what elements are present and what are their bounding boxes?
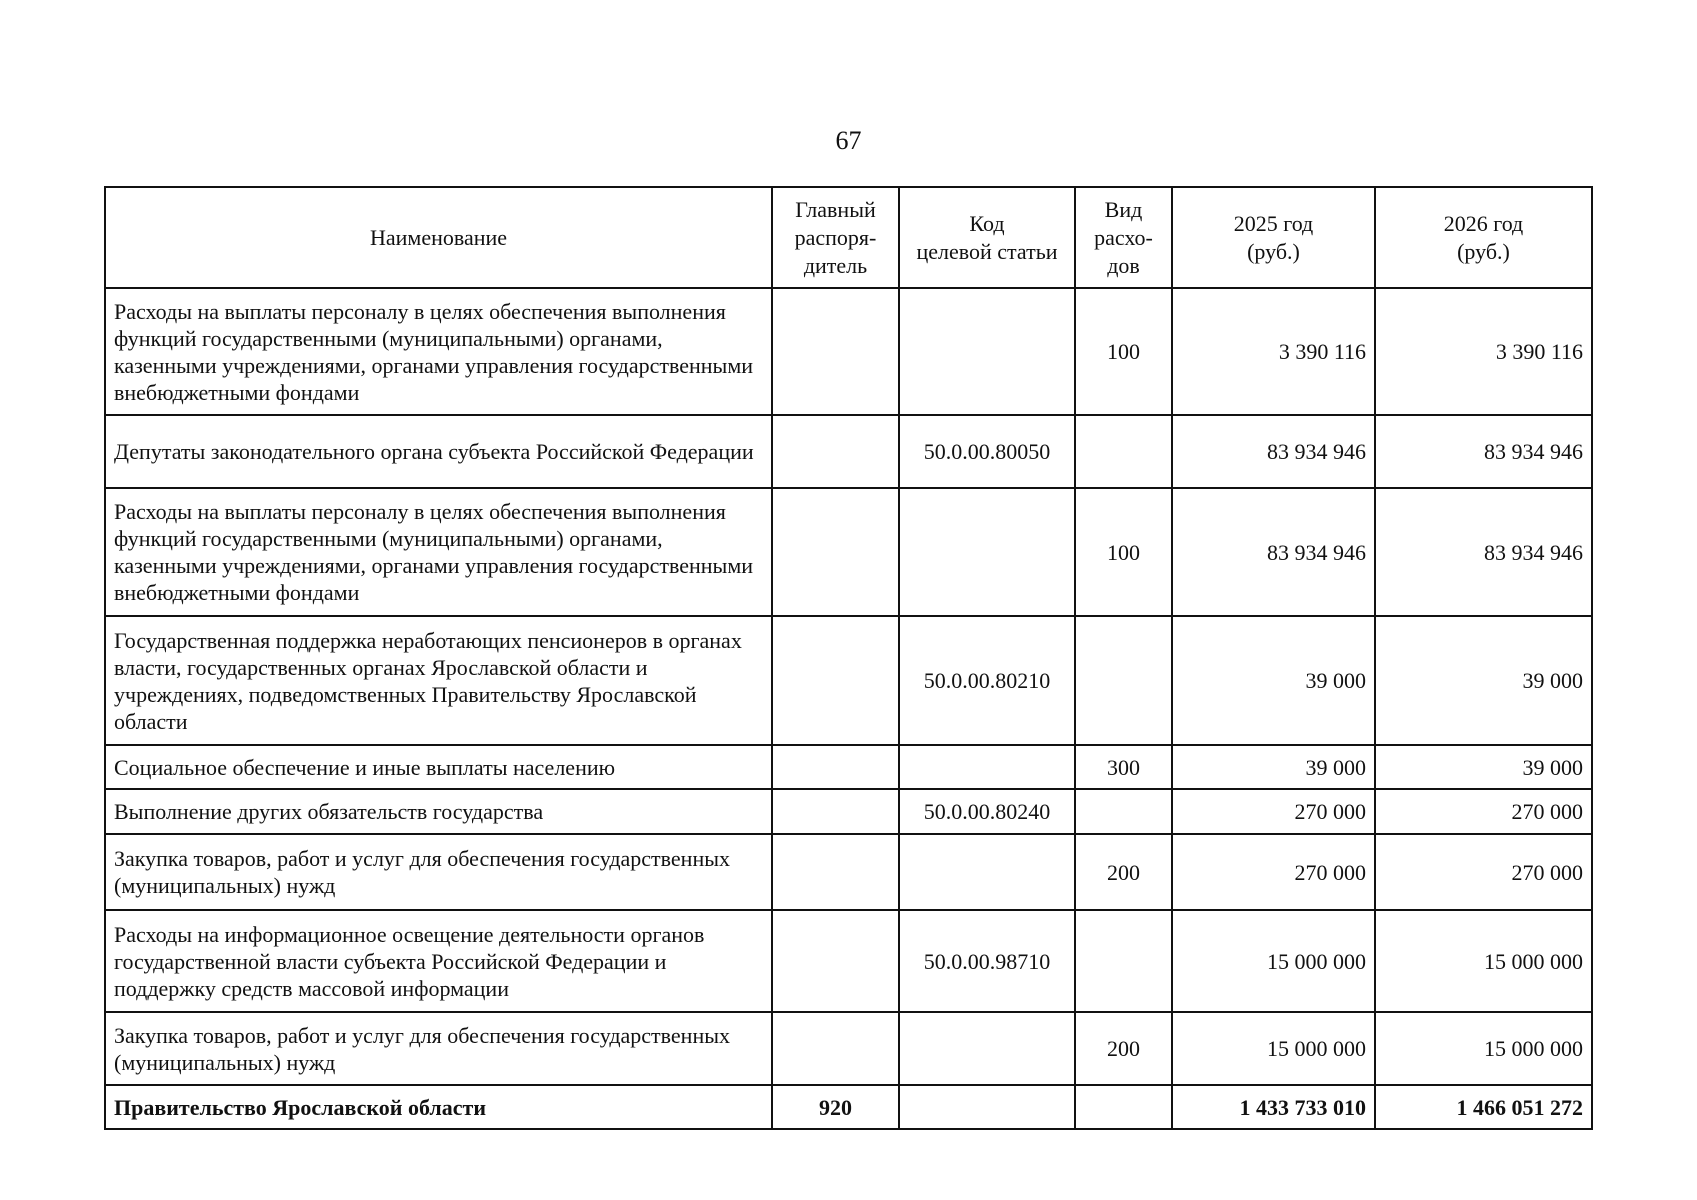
table-header-row xyxy=(105,187,1592,288)
cell-name: Расходы на выплаты персоналу в целях обеспечения выполнения функций государственными (муниципальными) органами, казенными учреждениями, органами управления государственными внебюджетными фондами xyxy=(105,288,772,415)
cell-2025: 3 390 116 xyxy=(1172,288,1375,415)
cell-2026: 270 000 xyxy=(1375,789,1592,834)
cell-2025: 15 000 000 xyxy=(1172,1012,1375,1085)
cell-manager xyxy=(772,910,899,1012)
table-row xyxy=(105,288,1592,415)
cell-manager xyxy=(772,288,899,415)
table-row xyxy=(105,488,1592,616)
header-type: Вид расхо- дов xyxy=(1075,187,1172,288)
cell-code: 50.0.00.80210 xyxy=(899,616,1075,745)
page-number: 67 xyxy=(835,126,862,155)
cell-type xyxy=(1075,789,1172,834)
cell-manager xyxy=(772,488,899,616)
cell-2026: 39 000 xyxy=(1375,616,1592,745)
table-row xyxy=(105,415,1592,488)
cell-name: Расходы на выплаты персоналу в целях обеспечения выполнения функций государственными (муниципальными) органами, казенными учреждениями, органами управления государственными внебюджетными фондами xyxy=(105,488,772,616)
cell-2025: 270 000 xyxy=(1172,789,1375,834)
cell-2025: 270 000 xyxy=(1172,834,1375,910)
cell-2026: 270 000 xyxy=(1375,834,1592,910)
cell-manager xyxy=(772,1012,899,1085)
cell-type xyxy=(1075,1085,1172,1129)
cell-2026: 15 000 000 xyxy=(1375,1012,1592,1085)
cell-2025: 83 934 946 xyxy=(1172,488,1375,616)
cell-code: 50.0.00.80240 xyxy=(899,789,1075,834)
cell-2026: 3 390 116 xyxy=(1375,288,1592,415)
header-manager: Главный распоря- дитель xyxy=(772,187,899,288)
cell-2025: 15 000 000 xyxy=(1172,910,1375,1012)
table-row xyxy=(105,616,1592,745)
header-name: Наименование xyxy=(105,187,772,288)
table-row-total xyxy=(105,1085,1592,1129)
cell-type xyxy=(1075,616,1172,745)
cell-type xyxy=(1075,910,1172,1012)
cell-2026: 1 466 051 272 xyxy=(1375,1085,1592,1129)
cell-name: Государственная поддержка неработающих пенсионеров в органах власти, государственных органах Ярославской области и учреждениях, подведомственных Правительству Ярославской области xyxy=(105,616,772,745)
cell-code xyxy=(899,834,1075,910)
cell-manager xyxy=(772,616,899,745)
cell-manager xyxy=(772,834,899,910)
table-row xyxy=(105,834,1592,910)
cell-manager xyxy=(772,745,899,789)
cell-code xyxy=(899,1085,1075,1129)
cell-code xyxy=(899,745,1075,789)
cell-type: 200 xyxy=(1075,834,1172,910)
cell-2025: 83 934 946 xyxy=(1172,415,1375,488)
budget-table xyxy=(104,186,1593,1130)
cell-2026: 39 000 xyxy=(1375,745,1592,789)
header-code: Код целевой статьи xyxy=(899,187,1075,288)
cell-name: Социальное обеспечение и иные выплаты населению xyxy=(105,745,772,789)
cell-type: 100 xyxy=(1075,288,1172,415)
cell-name: Закупка товаров, работ и услуг для обеспечения государственных (муниципальных) нужд xyxy=(105,834,772,910)
cell-2026: 83 934 946 xyxy=(1375,488,1592,616)
cell-type: 200 xyxy=(1075,1012,1172,1085)
cell-name: Депутаты законодательного органа субъекта Российской Федерации xyxy=(105,415,772,488)
cell-code xyxy=(899,1012,1075,1085)
header-2026: 2026 год (руб.) xyxy=(1375,187,1592,288)
table-row xyxy=(105,1012,1592,1085)
cell-name: Правительство Ярославской области xyxy=(105,1085,772,1129)
cell-2025: 1 433 733 010 xyxy=(1172,1085,1375,1129)
cell-manager: 920 xyxy=(772,1085,899,1129)
cell-code xyxy=(899,288,1075,415)
cell-type: 300 xyxy=(1075,745,1172,789)
cell-name: Расходы на информационное освещение деятельности органов государственной власти субъекта Российской Федерации и поддержку средств массовой информации xyxy=(105,910,772,1012)
header-2025: 2025 год (руб.) xyxy=(1172,187,1375,288)
cell-2025: 39 000 xyxy=(1172,616,1375,745)
cell-2026: 83 934 946 xyxy=(1375,415,1592,488)
cell-code: 50.0.00.80050 xyxy=(899,415,1075,488)
cell-type: 100 xyxy=(1075,488,1172,616)
cell-name: Выполнение других обязательств государства xyxy=(105,789,772,834)
cell-name: Закупка товаров, работ и услуг для обеспечения государственных (муниципальных) нужд xyxy=(105,1012,772,1085)
table-row xyxy=(105,789,1592,834)
cell-2026: 15 000 000 xyxy=(1375,910,1592,1012)
table-row xyxy=(105,745,1592,789)
cell-manager xyxy=(772,415,899,488)
cell-manager xyxy=(772,789,899,834)
table-row xyxy=(105,910,1592,1012)
cell-code xyxy=(899,488,1075,616)
cell-2025: 39 000 xyxy=(1172,745,1375,789)
cell-type xyxy=(1075,415,1172,488)
cell-code: 50.0.00.98710 xyxy=(899,910,1075,1012)
